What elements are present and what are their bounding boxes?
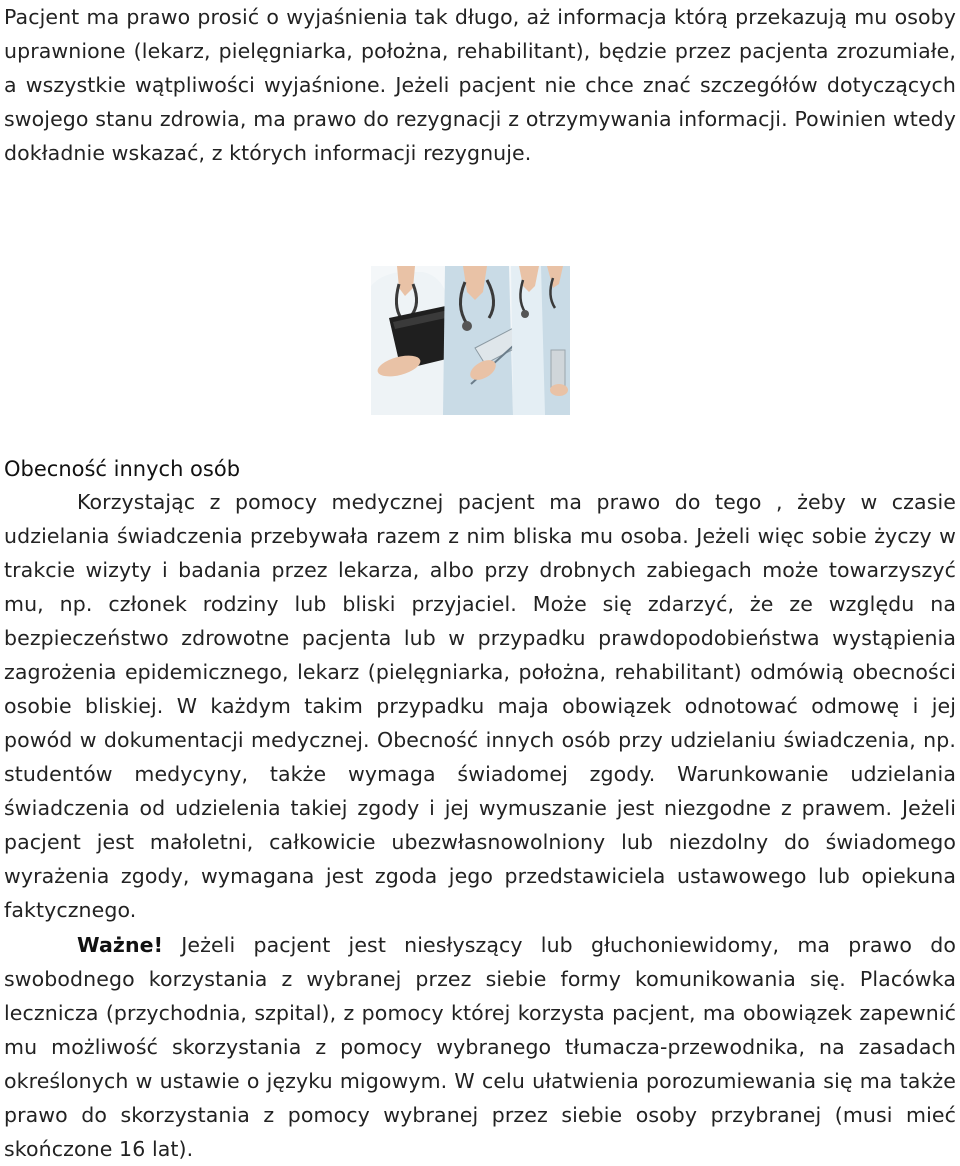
important-text: Jeżeli pacjent jest niesłyszący lub głuchoniewidomy, ma prawo do swobodnego korzystania z wybranej przez siebie formy komunikowania się. Placówka lecznicza (przychodnia, szpital), z pomocy której korzysta pacjent, ma obowiązek zapewnić mu możliwość skorzystania z pomocy wybranego tłumacza-przewodnika, na zasadach określonych w ustawie o języku migowym. W celu ułatwienia porozumiewania się ma także prawo do skorzystania z pomocy wybranej przez siebie osoby przybranej (musi mieć skończone 16 lat). — [4, 933, 956, 1161]
paragraph-presence-of-others: Korzystając z pomocy medycznej pacjent ma prawo do tego , żeby w czasie udzielania świadczenia przebywała razem z nim bliska mu osoba. Jeżeli więc sobie życzy w trakcie wizyty i badania przez lekarza, albo przy drobnych zabiegach może towarzyszyć mu, np. członek rodziny lub bliski przyjaciel. Może się zdarzyć, że ze względu na bezpieczeństwo zdrowotne pacjenta lub w przypadku prawdopodobieństwa wystąpienia zagrożenia epidemicznego, lekarz (pielęgniarka, położna, rehabilitant) odmówią obecności osobie bliskiej. W każdym takim przypadku maja obowiązek odnotować odmowę i jej powód w dokumentacji medycznej. Obecność innych osób przy udzielaniu świadczenia, np. studentów medycyny, także wymaga świadomej zgody. Warunkowanie udzielania świadczenia od udzielenia takiej zgody i jej wymuszanie jest niezgodne z prawem. Jeżeli pacjent jest małoletni, całkowicie ubezwłasnowolniony lub niezdolny do świadomego wyrażenia zgody, wymagana jest zgoda jego przedstawiciela ustawowego lub opiekuna faktycznego. — [4, 490, 956, 922]
section-heading: Obecność innych osób — [4, 457, 241, 481]
paragraph-important-note — [4, 928, 956, 1166]
medical-staff-illustration — [371, 266, 570, 415]
medical-staff-photo — [371, 266, 570, 415]
important-label: Ważne! — [77, 933, 164, 957]
paragraph-patient-explanations: Pacjent ma prawo prosić o wyjaśnienia tak długo, aż informacja którą przekazują mu osoby uprawnione (lekarz, pielęgniarka, położna, rehabilitant), będzie przez pacjenta zrozumiałe, a wszystkie wątpliwości wyjaśnione. Jeżeli pacjent nie chce znać szczegółów dotyczących swojego stanu zdrowia, ma prawo do rezygnacji z otrzymywania informacji. Powinien wtedy dokładnie wskazać, z których informacji rezygnuje. — [4, 5, 956, 165]
